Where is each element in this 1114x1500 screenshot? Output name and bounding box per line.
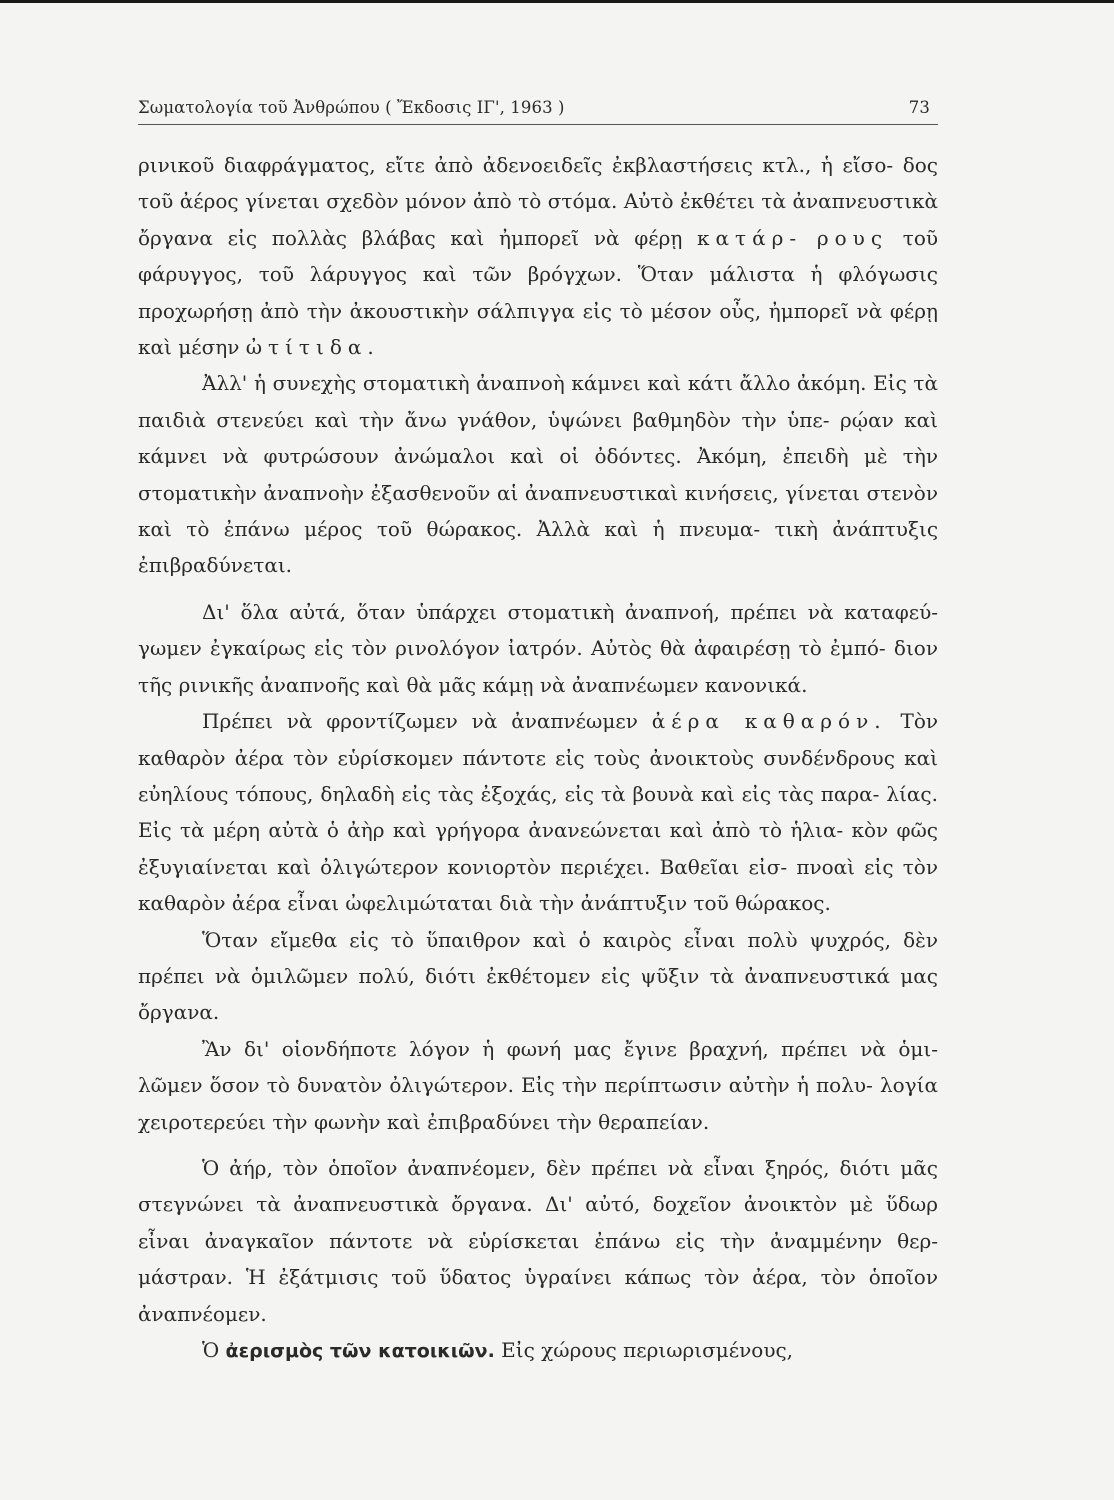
- paragraph-4: Πρέπει νὰ φροντίζωμεν νὰ ἀναπνέωμεν ἀέρα καθαρόν. Τὸν καθαρὸν ἀέρα τὸν εὑρίσκομεν πάντοτε εἰς τοὺς ἀνοικτοὺς συνδένδρους καὶ εὐηλίους τόπους, δηλαδὴ εἰς τὰς ἐξοχάς, εἰς τὰ βουνὰ καὶ εἰς τὰς παρα- λίας. Εἰς τὰ μέρη αὐτὰ ὁ ἀὴρ καὶ γρήγορα ἀνανεώνεται καὶ ἀπὸ τὸ ἡλια- κὸν φῶς ἐξυγιαίνεται καὶ ὀλιγώτερον κονιορτὸν περιέχει. Βαθεῖαι εἰσ- πνοαὶ εἰς τὸν καθαρὸν ἀέρα εἶναι ὠφελιμώταται διὰ τὴν ἀνάπτυξιν τοῦ θώρακος.: [138, 709, 939, 916]
- top-border: [0, 0, 1114, 3]
- subheading-article: Ὁ: [202, 1338, 220, 1362]
- section-subheading: [138, 1332, 938, 1369]
- emphasis-spaced: ἀέρα καθαρόν.: [651, 709, 887, 734]
- subheading-title: ἀερισμὸς τῶν κατοικιῶν.: [225, 1340, 495, 1362]
- paragraph-6: Ἂν δι' οἱονδήποτε λόγον ἡ φωνή μας ἔγινε βραχνή, πρέπει νὰ ὁμι- λῶμεν ὅσον τὸ δυνατὸν ὀλιγώτερον. Εἰς τὴν περίπτωσιν αὐτὴν ἡ πολυ- λογία χειροτερεύει τὴν φωνὴν καὶ ἐπιβραδύνει τὴν θεραπείαν.: [138, 1036, 938, 1134]
- book-page: [138, 98, 938, 1369]
- page-number: 73: [908, 98, 930, 117]
- paragraph-2: Ἀλλ' ἡ συνεχὴς στοματικὴ ἀναπνοὴ κάμνει καὶ κάτι ἄλλο ἀκόμη. Εἰς τὰ παιδιὰ στενεύει καὶ τὴν ἄνω γνάθον, ὑψώνει βαθμηδὸν τὴν ὑπε- ρῴαν καὶ κάμνει νὰ φυτρώσουν ἀνώμαλοι καὶ οἱ ὀδόντες. Ἀκόμη, ἐπειδὴ μὲ τὴν στοματικὴν ἀναπνοὴν ἐξασθενοῦν αἱ ἀναπνευστικαὶ κινήσεις, γίνεται στενὸν καὶ τὸ ἐπάνω μέρος τοῦ θώρακος. Ἀλλὰ καὶ ἡ πνευμα- τικὴ ἀνάπτυξις ἐπιβραδύνεται.: [138, 371, 939, 578]
- paragraph-3: Δι' ὅλα αὐτά, ὅταν ὑπάρχει στοματικὴ ἀναπνοή, πρέπει νὰ καταφεύ- γωμεν ἐγκαίρως εἰς τὸν ρινολόγον ἰατρόν. Αὐτὸς θὰ ἀφαιρέσῃ τὸ ἐμπό- διον τῆς ρινικῆς ἀναπνοῆς καὶ θὰ μᾶς κάμῃ νὰ ἀναπνέωμεν κανονικά.: [138, 599, 939, 697]
- running-header: [138, 98, 938, 125]
- paragraph-5: Ὅταν εἴμεθα εἰς τὸ ὕπαιθρον καὶ ὁ καιρὸς εἶναι πολὺ ψυχρός, δὲν πρέπει νὰ ὁμιλῶμεν πολύ, διότι ἐκθέτομεν εἰς ψῦξιν τὰ ἀναπνευστικά μας ὄργανα.: [138, 927, 938, 1025]
- paragraph-1: ρινικοῦ διαφράγματος, εἴτε ἀπὸ ἀδενοειδεῖς ἐκβλαστήσεις κτλ., ἡ εἴσο- δος τοῦ ἀέρος γίνεται σχεδὸν μόνον ἀπὸ τὸ στόμα. Αὐτὸ ἐκθέτει τὰ ἀναπνευστικὰ ὄργανα εἰς πολλὰς βλάβας καὶ ἠμπορεῖ νὰ φέρῃ κατάρ- ρους τοῦ φάρυγγος, τοῦ λάρυγγος καὶ τῶν βρόγχων. Ὅταν μάλιστα ἡ φλόγωσις προχωρήσῃ ἀπὸ τὴν ἀκουστικὴν σάλπιγγα εἰς τὸ μέσον οὖς, ἠμπορεῖ νὰ φέρῃ καὶ μέσην ὠτίτιδα.: [138, 153, 939, 360]
- emphasis-spaced: ὠτίτιδα.: [245, 335, 380, 360]
- emphasis-spaced: ρους: [816, 225, 889, 250]
- body-text: [138, 147, 938, 1369]
- emphasis-spaced: κατάρ-: [697, 225, 803, 250]
- running-title: Σωματολογία τοῦ Ἀνθρώπου ( Ἔκδοσις ΙΓ', 1963 ): [138, 98, 565, 117]
- subheading-continuation: Εἰς χώρους περιωρισμένους,: [501, 1338, 794, 1362]
- paragraph-7: Ὁ ἀήρ, τὸν ὁποῖον ἀναπνέομεν, δὲν πρέπει νὰ εἶναι ξηρός, διότι μᾶς στεγνώνει τὰ ἀναπνευστικὰ ὄργανα. Δι' αὐτό, δοχεῖον ἀνοικτὸν μὲ ὕδωρ εἶναι ἀναγκαῖον πάντοτε νὰ εὑρίσκεται ἐπάνω εἰς τὴν ἀναμμένην θερ- μάστραν. Ἡ ἐξάτμισις τοῦ ὕδατος ὑγραίνει κάπως τὸν ἀέρα, τὸν ὁποῖον ἀναπνέομεν.: [138, 1155, 938, 1326]
